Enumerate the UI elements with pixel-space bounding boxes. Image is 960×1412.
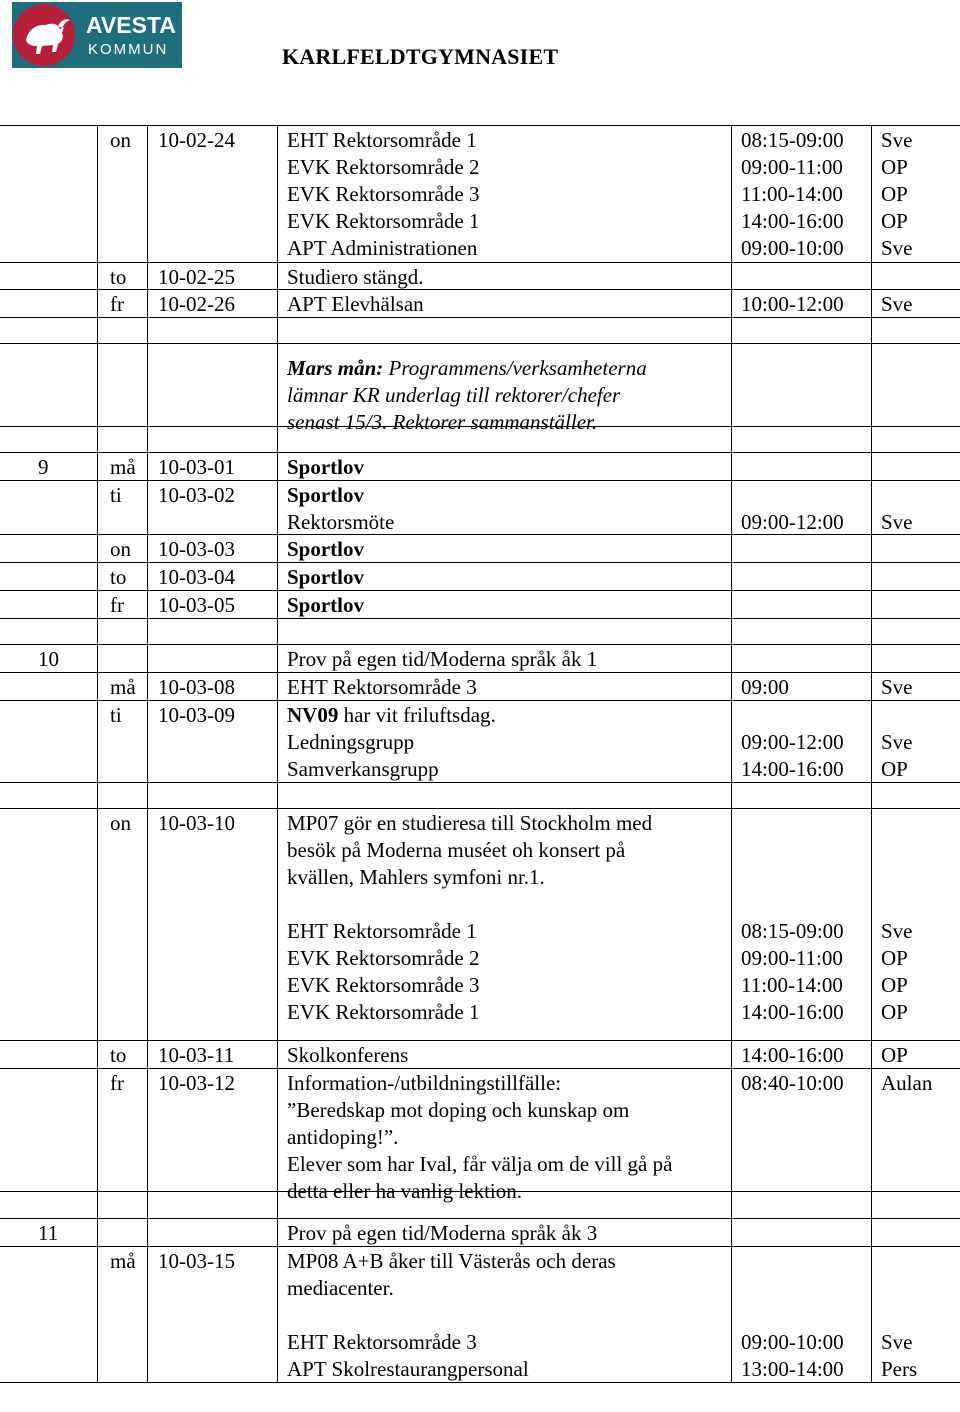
time-cell: [741, 1042, 844, 1069]
activity: EHT Rektorsområde 3: [287, 1330, 477, 1354]
date: 10-03-03: [158, 537, 235, 561]
column-divider: [731, 809, 732, 1041]
weekday: to: [110, 1043, 127, 1067]
date: 10-03-10: [158, 811, 235, 835]
time: [741, 1248, 844, 1275]
date: 10-03-05: [158, 593, 235, 617]
location: OP: [881, 209, 908, 233]
activity-cell: [287, 454, 364, 481]
activity-cell: [287, 264, 424, 291]
column-divider: [871, 263, 872, 290]
column-divider: [97, 1192, 98, 1219]
time-cell: [741, 127, 844, 262]
column-divider: [147, 481, 148, 535]
spacer-row: [0, 782, 960, 809]
column-divider: [871, 126, 872, 263]
column-divider: [277, 701, 278, 783]
date: 10-02-24: [158, 128, 235, 152]
note-heading: Mars mån:: [287, 356, 384, 380]
column-divider: [731, 563, 732, 591]
spacer-row: [0, 317, 960, 344]
weekday: ti: [110, 483, 122, 507]
weekday: må: [110, 455, 136, 479]
schedule-row: [0, 1246, 960, 1383]
weekday: må: [110, 1249, 136, 1273]
activity-cell: [287, 291, 424, 318]
column-divider: [277, 1247, 278, 1382]
activity-cell: [287, 1070, 672, 1205]
time: 10:00-12:00: [741, 292, 844, 316]
activity-cell: [287, 1248, 616, 1383]
time: [741, 810, 844, 837]
column-divider: [277, 563, 278, 591]
schedule-row: [0, 672, 960, 701]
activity-cell: [287, 810, 652, 1026]
column-divider: [97, 427, 98, 453]
column-divider: [277, 1069, 278, 1192]
column-divider: [731, 619, 732, 645]
column-divider: [871, 673, 872, 701]
time: 09:00: [741, 675, 789, 699]
activity: Samverkansgrupp: [287, 757, 439, 781]
column-divider: [731, 290, 732, 318]
time: [741, 702, 844, 729]
schedule-row: [0, 125, 960, 263]
activity: mediacenter.: [287, 1276, 394, 1300]
location: Sve: [881, 510, 913, 534]
column-divider: [97, 619, 98, 645]
column-divider: [147, 535, 148, 563]
weekday: fr: [110, 593, 124, 617]
note-text: Programmens/verksamheterna: [383, 356, 647, 380]
column-divider: [97, 783, 98, 809]
time: [741, 837, 844, 864]
location: [881, 702, 913, 729]
note-text: lämnar KR underlag till rektorer/chefer: [287, 383, 621, 407]
location-cell: [881, 1248, 917, 1383]
column-divider: [731, 1247, 732, 1382]
time-cell: [741, 810, 844, 1026]
avesta-kommun-logo: [12, 2, 182, 68]
column-divider: [277, 645, 278, 673]
activity-cell: [287, 1042, 408, 1069]
column-divider: [97, 318, 98, 344]
column-divider: [731, 344, 732, 427]
column-divider: [277, 427, 278, 453]
column-divider: [731, 783, 732, 809]
time-cell: [741, 674, 789, 701]
column-divider: [731, 453, 732, 481]
column-divider: [731, 591, 732, 619]
schedule-row: [0, 808, 960, 1041]
column-divider: [731, 1192, 732, 1219]
date: 10-02-26: [158, 292, 235, 316]
column-divider: [871, 1069, 872, 1192]
weekday: to: [110, 565, 127, 589]
activity: Prov på egen tid/Moderna språk åk 1: [287, 647, 598, 671]
location: Aulan: [881, 1071, 933, 1095]
location: [881, 1248, 917, 1275]
location: [881, 482, 913, 509]
activity-cell: [287, 646, 597, 673]
column-divider: [97, 1247, 98, 1382]
column-divider: [731, 1069, 732, 1192]
activity: EVK Rektorsområde 1: [287, 1000, 480, 1024]
date: 10-03-04: [158, 565, 235, 589]
activity: MP08 A+B åker till Västerås och deras: [287, 1249, 616, 1273]
activity: EHT Rektorsområde 1: [287, 919, 477, 943]
column-divider: [97, 481, 98, 535]
schedule-row: [0, 700, 960, 783]
date: 10-02-25: [158, 265, 235, 289]
location: [881, 1302, 917, 1329]
column-divider: [731, 673, 732, 701]
column-divider: [871, 318, 872, 344]
column-divider: [97, 453, 98, 481]
column-divider: [871, 563, 872, 591]
activity: detta eller ha vanlig lektion.: [287, 1179, 522, 1203]
activity: [287, 891, 652, 918]
location: OP: [881, 973, 908, 997]
column-divider: [871, 481, 872, 535]
time: 14:00-16:00: [741, 757, 844, 781]
column-divider: [147, 263, 148, 290]
location-cell: [881, 1070, 932, 1097]
location-cell: [881, 127, 913, 262]
activity: Prov på egen tid/Moderna språk åk 3: [287, 1221, 598, 1245]
activity: Sportlov: [287, 537, 365, 561]
location: [881, 810, 913, 837]
activity-cell: [287, 592, 364, 619]
column-divider: [97, 1219, 98, 1247]
location-cell: [881, 810, 913, 1026]
time-cell: [741, 1248, 844, 1383]
spacer-row: [0, 426, 960, 453]
activity: APT Skolrestaurangpersonal: [287, 1357, 529, 1381]
activity-cell: [287, 482, 394, 536]
column-divider: [147, 126, 148, 263]
column-divider: [871, 1247, 872, 1382]
column-divider: [277, 290, 278, 318]
column-divider: [147, 427, 148, 453]
column-divider: [871, 619, 872, 645]
column-divider: [277, 481, 278, 535]
column-divider: [277, 619, 278, 645]
location: Sve: [881, 730, 913, 754]
column-divider: [871, 783, 872, 809]
time: 14:00-16:00: [741, 1043, 844, 1067]
date: 10-03-01: [158, 455, 235, 479]
column-divider: [97, 290, 98, 318]
week-number: 10: [38, 647, 59, 671]
column-divider: [731, 645, 732, 673]
column-divider: [97, 535, 98, 563]
date: 10-03-15: [158, 1249, 235, 1273]
column-divider: [277, 535, 278, 563]
time: [741, 864, 844, 891]
location: Sve: [881, 675, 913, 699]
activity: Sportlov: [287, 483, 365, 507]
time: 14:00-16:00: [741, 1000, 844, 1024]
column-divider: [871, 290, 872, 318]
location: Sve: [881, 128, 913, 152]
column-divider: [277, 263, 278, 290]
activity: APT Elevhälsan: [287, 292, 424, 316]
column-divider: [147, 591, 148, 619]
column-divider: [97, 591, 98, 619]
column-divider: [147, 673, 148, 701]
activity: Information-/utbildningstillfälle:: [287, 1071, 562, 1095]
weekday: on: [110, 811, 131, 835]
activity: besök på Moderna muséet oh konsert på: [287, 838, 626, 862]
activity: EVK Rektorsområde 2: [287, 946, 480, 970]
schedule-row: [0, 480, 960, 535]
time: 11:00-14:00: [741, 182, 843, 206]
column-divider: [871, 645, 872, 673]
schedule-row: [0, 452, 960, 481]
schedule-row: [0, 289, 960, 318]
time: 14:00-16:00: [741, 209, 844, 233]
activity: Sportlov: [287, 593, 365, 617]
column-divider: [731, 126, 732, 263]
column-divider: [147, 783, 148, 809]
column-divider: [731, 701, 732, 783]
column-divider: [147, 1219, 148, 1247]
time: 09:00-11:00: [741, 155, 843, 179]
column-divider: [277, 126, 278, 263]
column-divider: [871, 1219, 872, 1247]
time: 09:00-12:00: [741, 510, 844, 534]
column-divider: [147, 290, 148, 318]
school-name: KARLFELDTGYMNASIET: [282, 44, 559, 69]
activity: Sportlov: [287, 565, 365, 589]
activity: APT Administrationen: [287, 236, 478, 260]
column-divider: [871, 535, 872, 563]
column-divider: [97, 701, 98, 783]
schedule-row: [0, 590, 960, 619]
week-number: 11: [38, 1221, 59, 1245]
column-divider: [731, 535, 732, 563]
weekday: on: [110, 128, 131, 152]
location-cell: [881, 1042, 908, 1069]
date: 10-03-12: [158, 1071, 235, 1095]
activity: Elever som har Ival, får välja om de vill gå på: [287, 1152, 673, 1176]
location: OP: [881, 182, 908, 206]
location-cell: [881, 674, 913, 701]
column-divider: [147, 1069, 148, 1192]
column-divider: [97, 1069, 98, 1192]
activity-cell: [287, 702, 496, 783]
location: Pers: [881, 1357, 918, 1381]
date: 10-03-08: [158, 675, 235, 699]
time: 09:00-10:00: [741, 1330, 844, 1354]
schedule-row: [0, 644, 960, 673]
time-cell: [741, 291, 844, 318]
weekday: ti: [110, 703, 122, 727]
activity-cell: [287, 564, 364, 591]
activity: antidoping!”.: [287, 1125, 399, 1149]
column-divider: [97, 563, 98, 591]
column-divider: [97, 809, 98, 1041]
column-divider: [97, 263, 98, 290]
logo-text-avesta: AVESTA: [86, 12, 176, 38]
activity: NV09 har vit friluftsdag.: [287, 703, 496, 727]
spacer-row: [0, 1191, 960, 1219]
time: 11:00-14:00: [741, 973, 843, 997]
time: 08:40-10:00: [741, 1071, 844, 1095]
column-divider: [277, 318, 278, 344]
column-divider: [147, 1192, 148, 1219]
schedule-row: [0, 1218, 960, 1247]
column-divider: [731, 1219, 732, 1247]
column-divider: [731, 427, 732, 453]
activity-cell: [287, 674, 477, 701]
weekday: to: [110, 265, 127, 289]
location-cell: [881, 482, 913, 536]
activity-cell: [287, 536, 364, 563]
note-text: senast 15/3. Rektorer sammanställer.: [287, 410, 598, 434]
activity: EHT Rektorsområde 3: [287, 675, 477, 699]
time: [741, 1275, 844, 1302]
location: OP: [881, 946, 908, 970]
location: [881, 891, 913, 918]
weekday: fr: [110, 1071, 124, 1095]
location-cell: [881, 291, 913, 318]
column-divider: [147, 453, 148, 481]
activity: EVK Rektorsområde 3: [287, 973, 480, 997]
activity: MP07 gör en studieresa till Stockholm med: [287, 811, 653, 835]
column-divider: [871, 591, 872, 619]
deadline-note: [287, 355, 647, 436]
activity: EHT Rektorsområde 1: [287, 128, 477, 152]
activity: Ledningsgrupp: [287, 730, 415, 754]
column-divider: [147, 645, 148, 673]
column-divider: [277, 1192, 278, 1219]
activity: Skolkonferens: [287, 1043, 409, 1067]
column-divider: [731, 1041, 732, 1069]
column-divider: [147, 1247, 148, 1382]
column-divider: [147, 318, 148, 344]
time: 08:15-09:00: [741, 919, 844, 943]
time: 09:00-11:00: [741, 946, 843, 970]
column-divider: [277, 1219, 278, 1247]
time-cell: [741, 702, 844, 783]
column-divider: [277, 591, 278, 619]
activity: ”Beredskap mot doping och kunskap om: [287, 1098, 630, 1122]
activity: EVK Rektorsområde 1: [287, 209, 480, 233]
column-divider: [97, 673, 98, 701]
column-divider: [147, 701, 148, 783]
location: Sve: [881, 292, 913, 316]
column-divider: [277, 783, 278, 809]
time: 09:00-10:00: [741, 236, 844, 260]
time: [741, 1302, 844, 1329]
weekday: må: [110, 675, 136, 699]
column-divider: [97, 344, 98, 427]
time: [741, 482, 844, 509]
column-divider: [871, 344, 872, 427]
week-number: 9: [38, 455, 49, 479]
location: OP: [881, 1043, 908, 1067]
time: 08:15-09:00: [741, 128, 844, 152]
column-divider: [871, 453, 872, 481]
column-divider: [871, 1192, 872, 1219]
activity-cell: [287, 1220, 597, 1247]
activity: [287, 1302, 616, 1329]
spacer-row: [0, 618, 960, 645]
time-cell: [741, 1070, 844, 1097]
location: [881, 1275, 917, 1302]
location: OP: [881, 1000, 908, 1024]
column-divider: [731, 318, 732, 344]
column-divider: [97, 645, 98, 673]
activity: EVK Rektorsområde 3: [287, 182, 480, 206]
schedule-row: [0, 534, 960, 563]
column-divider: [731, 263, 732, 290]
column-divider: [871, 701, 872, 783]
column-divider: [147, 619, 148, 645]
location: Sve: [881, 236, 913, 260]
date: 10-03-11: [158, 1043, 235, 1067]
column-divider: [147, 809, 148, 1041]
weekday: on: [110, 537, 131, 561]
column-divider: [277, 453, 278, 481]
column-divider: [871, 1041, 872, 1069]
time: [741, 891, 844, 918]
time: 13:00-14:00: [741, 1357, 844, 1381]
schedule-row: [0, 562, 960, 591]
schedule-row: [0, 343, 960, 434]
column-divider: [871, 809, 872, 1041]
activity: kvällen, Mahlers symfoni nr.1.: [287, 865, 545, 889]
date: 10-03-02: [158, 483, 235, 507]
activity: EVK Rektorsområde 2: [287, 155, 480, 179]
logo-text-kommun: KOMMUN: [88, 41, 169, 58]
column-divider: [97, 1041, 98, 1069]
time: 09:00-12:00: [741, 730, 844, 754]
activity: Studiero stängd.: [287, 265, 424, 289]
location: OP: [881, 757, 908, 781]
column-divider: [277, 1041, 278, 1069]
schedule-row: [0, 1068, 960, 1203]
column-divider: [97, 126, 98, 263]
location: OP: [881, 155, 908, 179]
location: [881, 837, 913, 864]
location: Sve: [881, 1330, 913, 1354]
activity: Sportlov: [287, 455, 365, 479]
weekday: fr: [110, 292, 124, 316]
column-divider: [871, 427, 872, 453]
column-divider: [147, 344, 148, 427]
column-divider: [147, 1041, 148, 1069]
activity: Rektorsmöte: [287, 510, 395, 534]
schedule-row: [0, 262, 960, 290]
activity-cell: [287, 127, 479, 262]
date: 10-03-09: [158, 703, 235, 727]
location-cell: [881, 702, 913, 783]
column-divider: [731, 481, 732, 535]
column-divider: [147, 563, 148, 591]
column-divider: [277, 673, 278, 701]
time-cell: [741, 482, 844, 536]
column-divider: [277, 809, 278, 1041]
location: [881, 864, 913, 891]
schedule-row: [0, 1040, 960, 1069]
column-divider: [277, 344, 278, 427]
location: Sve: [881, 919, 913, 943]
